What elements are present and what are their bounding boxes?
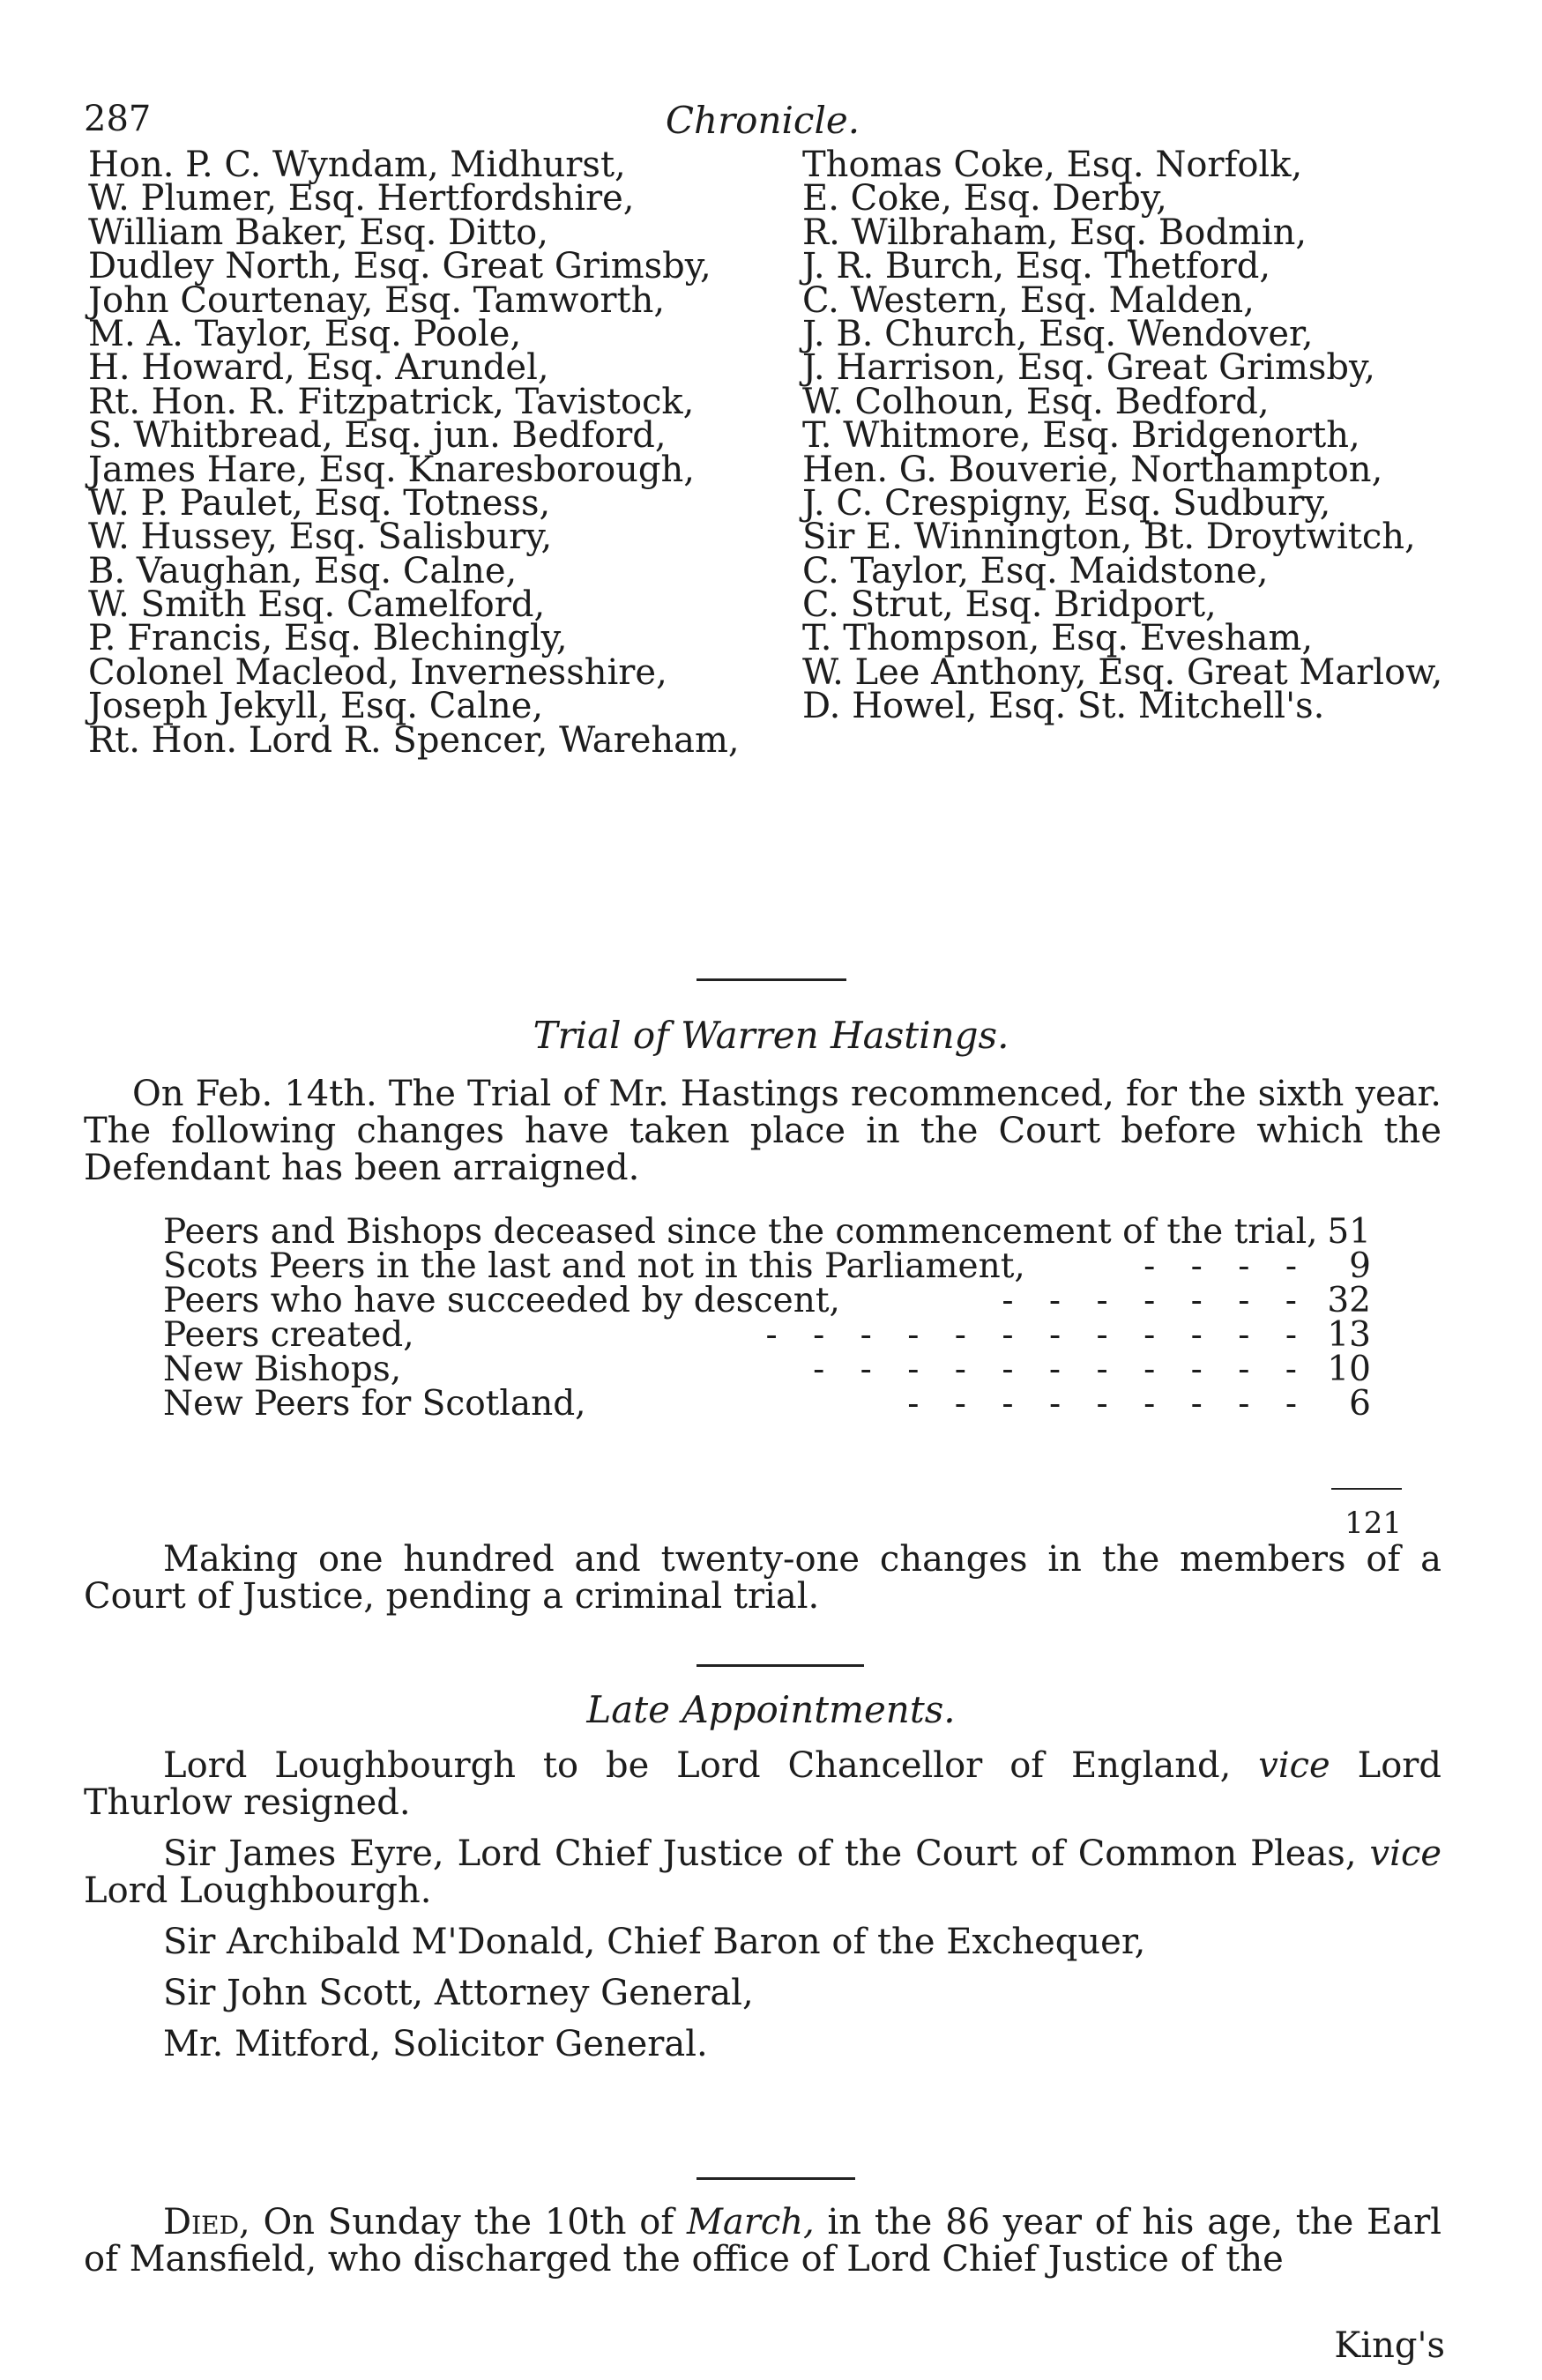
section-divider	[697, 978, 846, 981]
catchword: King's	[1334, 2325, 1445, 2366]
member-entry: P. Francis, Esq. Blechingly,	[88, 618, 568, 659]
members-list-left	[88, 145, 740, 761]
appointment-entry: Sir James Eyre, Lord Chief Justice of the Court of Common Pleas, vice Lord Loughbourgh.	[84, 1833, 1442, 1911]
tally-count: 51	[1327, 1212, 1371, 1252]
tally-label: Peers and Bishops deceased since the commencement of the trial,	[163, 1212, 1318, 1252]
member-entry: Joseph Jekyll, Esq. Calne,	[88, 686, 544, 727]
sum-rule	[1331, 1488, 1402, 1490]
tally-label: New Peers for Scotland,	[163, 1384, 586, 1424]
tally-leader: - - - - - - -	[1002, 1281, 1309, 1320]
member-entry: Thomas Coke, Esq. Norfolk,	[802, 145, 1303, 185]
member-entry: Hen. G. Bouverie, Northampton,	[802, 449, 1383, 490]
appointment-entry: Lord Loughbourgh to be Lord Chancellor of England, vice Lord Thurlow resigned.	[84, 1745, 1442, 1823]
member-entry: John Courtenay, Esq. Tamworth,	[88, 279, 666, 321]
trial-summary-paragraph: Making one hundred and twenty-one changes in the members of a Court of Justice, pending a criminal trial.	[84, 1539, 1441, 1617]
tally-label: New Bishops,	[163, 1350, 402, 1389]
member-entry: Rt. Hon. Lord R. Spencer, Wareham,	[88, 719, 740, 761]
member-entry: J. C. Crespigny, Esq. Sudbury,	[802, 482, 1331, 524]
appointment-entry: Sir John Scott, Attorney General,	[163, 1973, 754, 2013]
tally-leader: - - - - - - - - - - -	[813, 1350, 1309, 1389]
member-entry: B. Vaughan, Esq. Calne,	[88, 550, 518, 591]
tally-count: 9	[1349, 1246, 1371, 1286]
member-entry: C. Strut, Esq. Bridport,	[802, 584, 1217, 626]
member-entry: T. Thompson, Esq. Evesham,	[802, 618, 1314, 659]
member-entry: Colonel Macleod, Invernesshire,	[88, 651, 667, 693]
member-entry: R. Wilbraham, Esq. Bodmin,	[802, 212, 1307, 253]
tally-leader: - - - - - - - - - - - -	[765, 1315, 1309, 1355]
trial-section-title: Trial of Warren Hastings.	[533, 1014, 1009, 1057]
tally-row	[163, 1315, 1371, 1355]
tally-count: 32	[1327, 1281, 1371, 1320]
tally-row	[163, 1283, 1371, 1318]
member-entry: James Hare, Esq. Knaresborough,	[88, 449, 695, 490]
member-entry: S. Whitbread, Esq. jun. Bedford,	[88, 415, 667, 457]
tally-row	[163, 1212, 1371, 1252]
member-entry: T. Whitmore, Esq. Bridgenorth,	[802, 415, 1360, 457]
member-entry: J. R. Burch, Esq. Thetford,	[802, 246, 1271, 287]
member-entry: C. Taylor, Esq. Maidstone,	[802, 550, 1269, 591]
member-entry: William Baker, Esq. Ditto,	[88, 212, 548, 253]
appointments-list	[84, 1747, 1441, 2077]
members-list-right	[802, 145, 1443, 727]
member-entry: W. Plumer, Esq. Hertfordshire,	[88, 178, 635, 219]
member-entry: Dudley North, Esq. Great Grimsby,	[88, 246, 711, 287]
section-divider	[697, 1664, 864, 1667]
tally-count: 13	[1327, 1315, 1371, 1355]
member-entry: C. Western, Esq. Malden,	[802, 279, 1255, 321]
tally-leader: - - - -	[1143, 1246, 1309, 1286]
member-entry: J. Harrison, Esq. Great Grimsby,	[802, 347, 1375, 389]
section-divider	[697, 2177, 855, 2180]
member-entry: W. P. Paulet, Esq. Totness,	[88, 482, 551, 524]
tally-leader: - - - - - - - - -	[907, 1384, 1309, 1424]
obituary-paragraph: Died, On Sunday the 10th of March, in the 86 year of his age, the Earl of Mansfield, who discharged the office of Lord Chief Justice of the	[84, 2202, 1442, 2280]
member-entry: D. Howel, Esq. St. Mitchell's.	[802, 686, 1325, 727]
tally-label: Peers created,	[163, 1315, 414, 1355]
member-entry: J. B. Church, Esq. Wendover,	[802, 313, 1314, 354]
tally-row	[163, 1352, 1371, 1387]
member-entry: M. A. Taylor, Esq. Poole,	[88, 313, 522, 354]
tally-label: Peers who have succeeded by descent,	[163, 1281, 840, 1320]
changes-total: 121	[1345, 1506, 1402, 1541]
running-head: Chronicle.	[665, 99, 860, 142]
tally-count: 6	[1349, 1384, 1371, 1424]
tally-row	[163, 1246, 1371, 1286]
tally-count: 10	[1327, 1350, 1371, 1389]
member-entry: W. Lee Anthony, Esq. Great Marlow,	[802, 651, 1443, 693]
tally-label: Scots Peers in the last and not in this Parliament,	[163, 1246, 1025, 1286]
appointments-section-title: Late Appointments.	[586, 1688, 956, 1731]
member-entry: W. Hussey, Esq. Salisbury,	[88, 517, 553, 558]
member-entry: Hon. P. C. Wyndam, Midhurst,	[88, 145, 626, 185]
appointment-entry: Mr. Mitford, Solicitor General.	[163, 2024, 708, 2064]
member-entry: W. Colhoun, Esq. Bedford,	[802, 381, 1270, 422]
page-number: 287	[84, 99, 152, 139]
tally-row	[163, 1384, 1371, 1424]
trial-intro-paragraph: On Feb. 14th. The Trial of Mr. Hastings recommenced, for the sixth year. The following changes have taken place in the Court before which the Defendant has been arraigned.	[84, 1074, 1441, 1188]
changes-tally-table	[163, 1212, 1371, 1424]
member-entry: Sir E. Winnington, Bt. Droytwitch,	[802, 517, 1416, 558]
appointment-entry: Sir Archibald M'Donald, Chief Baron of the Exchequer,	[163, 1922, 1146, 1962]
member-entry: H. Howard, Esq. Arundel,	[88, 347, 549, 389]
member-entry: E. Coke, Esq. Derby,	[802, 178, 1167, 219]
member-entry: Rt. Hon. R. Fitzpatrick, Tavistock,	[88, 381, 695, 422]
member-entry: W. Smith Esq. Camelford,	[88, 584, 546, 626]
page-header	[84, 99, 1441, 152]
